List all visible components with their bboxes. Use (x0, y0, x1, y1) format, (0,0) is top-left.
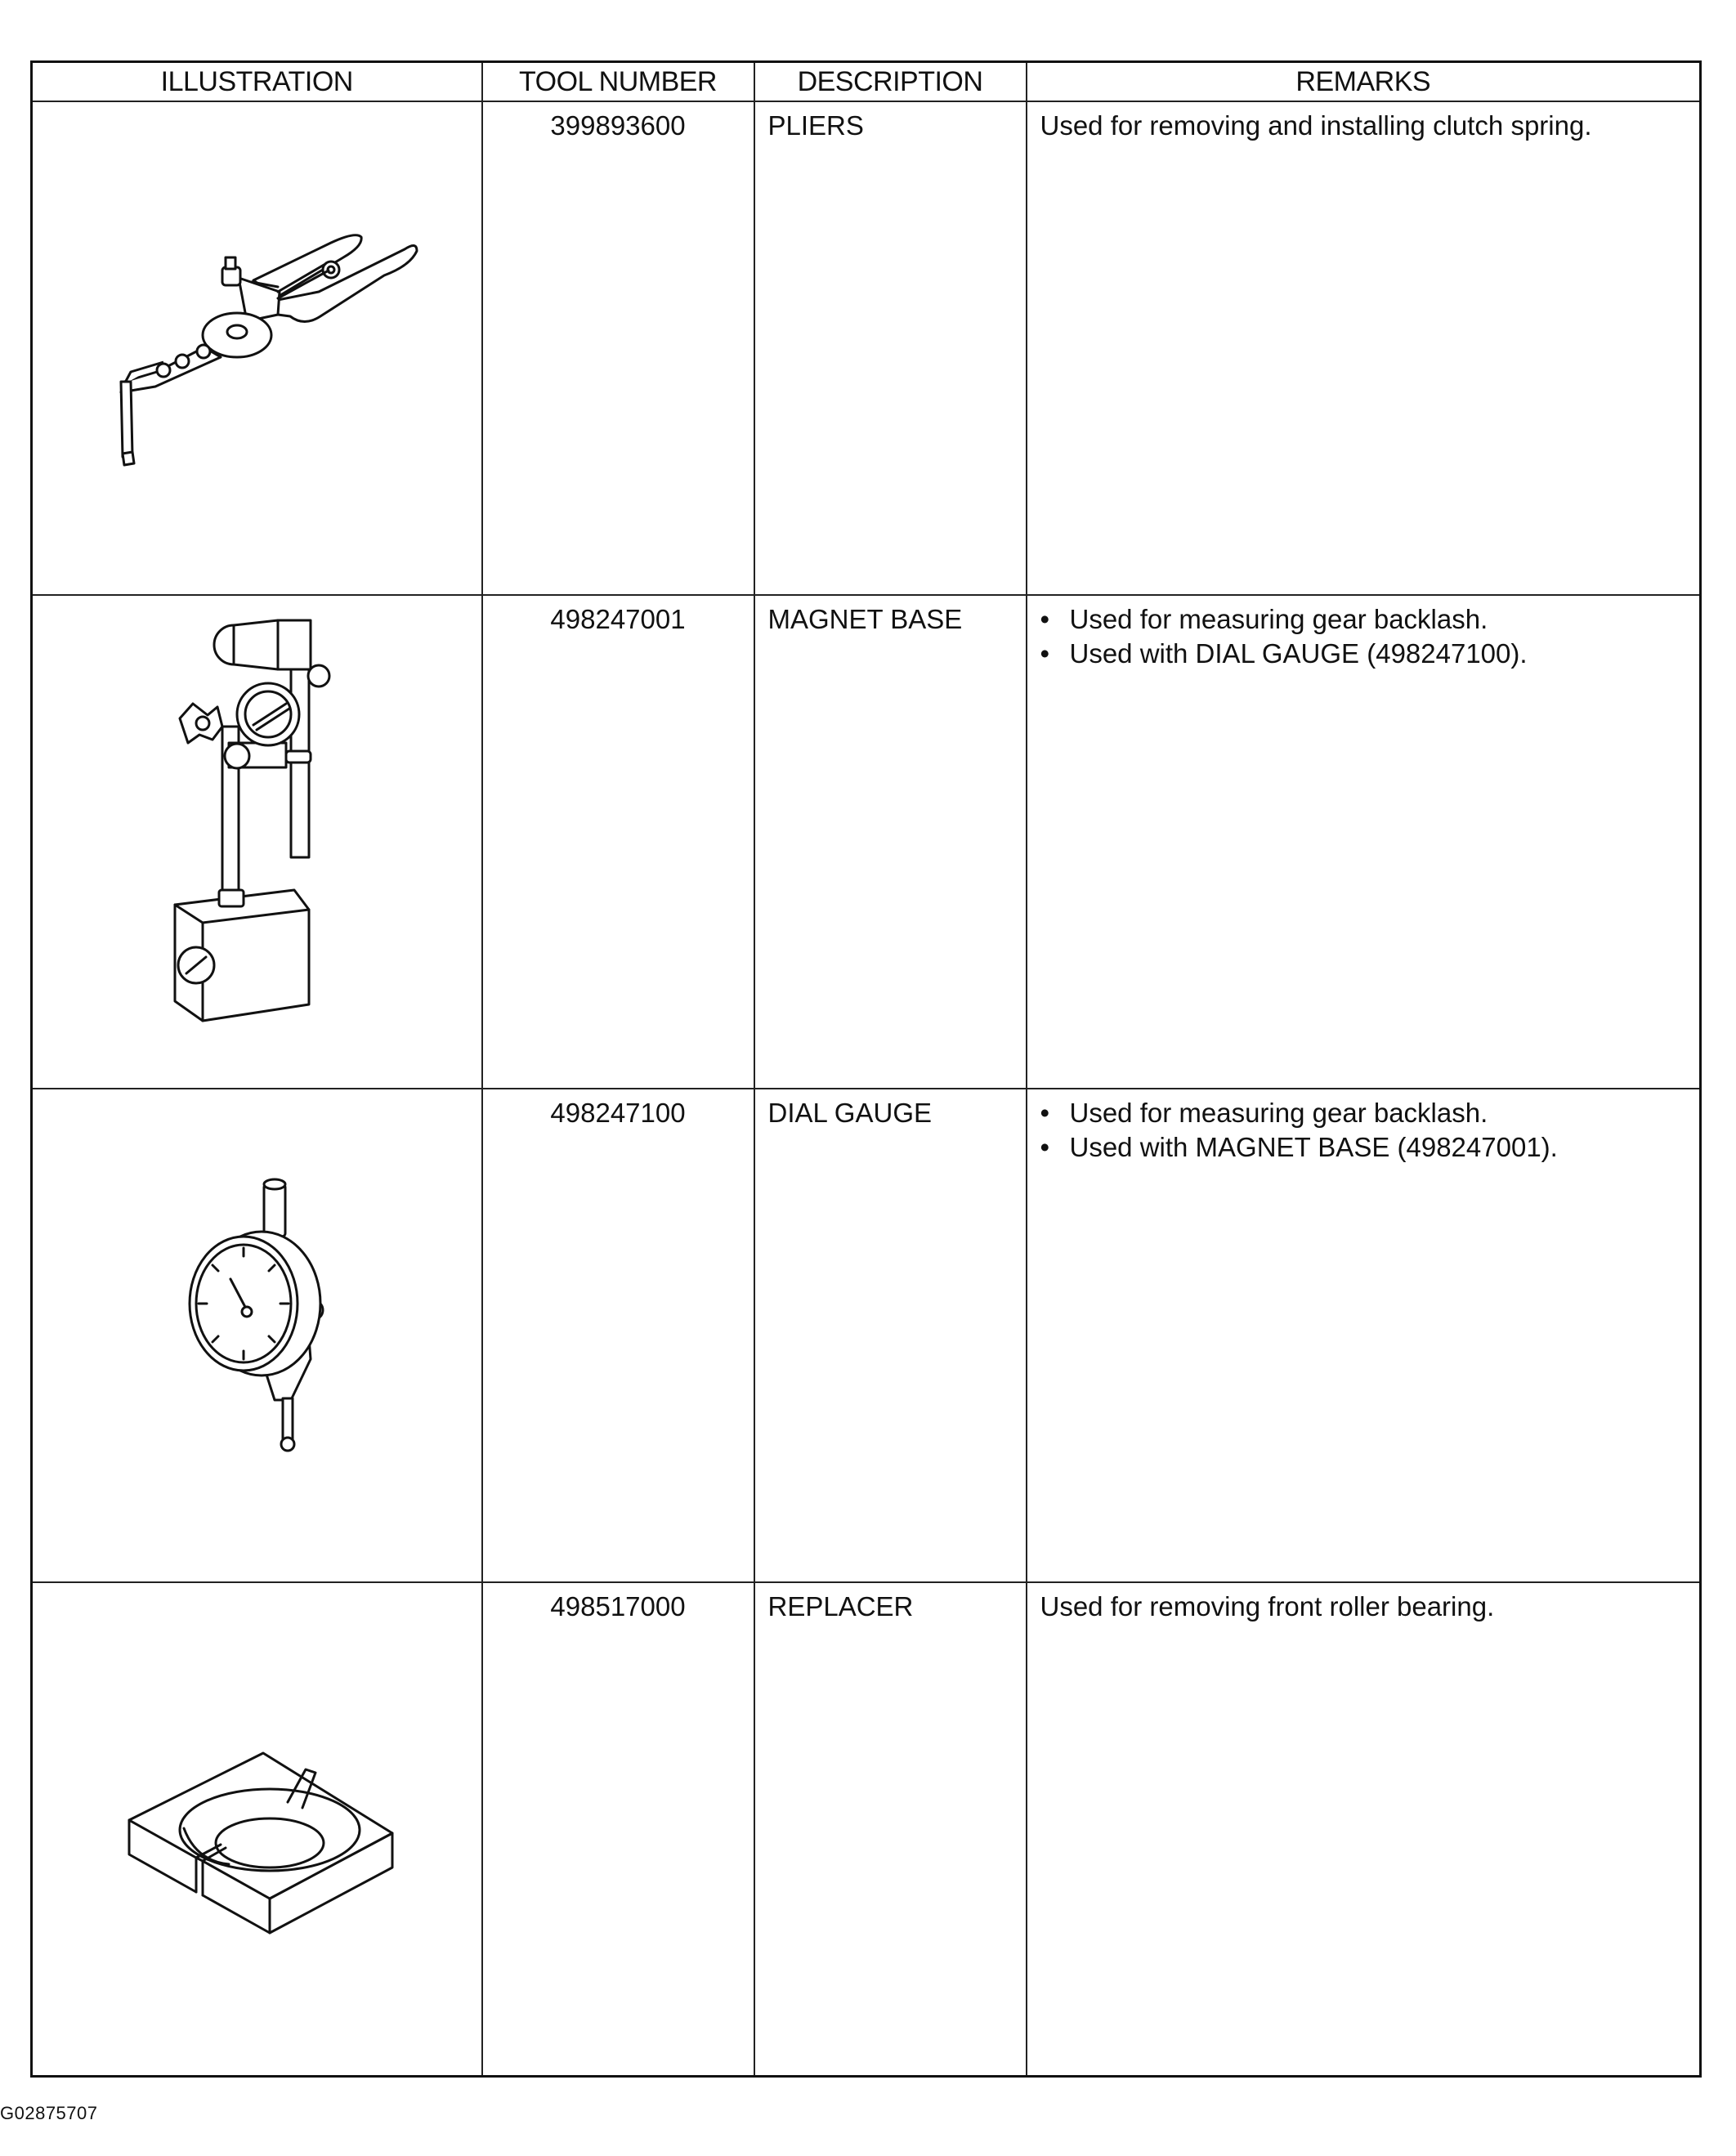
table-row (32, 1582, 1701, 2077)
description-cell (754, 101, 1027, 595)
tool-number-cell (482, 595, 754, 1089)
table-row (32, 595, 1701, 1089)
remarks-cell (1027, 595, 1701, 1089)
illustration-cell (32, 101, 482, 595)
bullet-icon: • (1040, 1098, 1050, 1128)
description-cell (754, 595, 1027, 1089)
header-illustration: ILLUSTRATION (32, 62, 482, 102)
tool-number: 399893600 (550, 110, 686, 141)
remarks-cell (1027, 1582, 1701, 2077)
magnet-base-illustration (33, 596, 483, 1081)
header-row (32, 62, 1701, 102)
illustration-cell (32, 1089, 482, 1582)
tool-description: PLIERS (767, 110, 864, 141)
remark-text: Used with MAGNET BASE (498247001). (1069, 1132, 1558, 1162)
remark-item (1040, 1096, 1692, 1130)
description-cell (754, 1089, 1027, 1582)
remark-item (1040, 637, 1692, 671)
tool-number: 498247100 (550, 1098, 686, 1128)
special-tools-table (30, 60, 1702, 2078)
remark-text: Used for measuring gear backlash. (1069, 604, 1488, 634)
remark-text: Used with DIAL GAUGE (498247100). (1069, 638, 1528, 669)
tool-number: 498247001 (550, 604, 686, 634)
illustration-cell (32, 595, 482, 1089)
tool-description: MAGNET BASE (767, 604, 963, 634)
tool-number-cell (482, 1089, 754, 1582)
remark-item (1040, 602, 1692, 637)
remarks-cell (1027, 1089, 1701, 1582)
pliers-illustration (33, 102, 483, 588)
tool-description: REPLACER (767, 1591, 914, 1621)
tool-number-cell (482, 101, 754, 595)
bullet-icon: • (1040, 1132, 1050, 1162)
dial-gauge-illustration (33, 1089, 483, 1575)
remark-text: Used for measuring gear backlash. (1069, 1098, 1488, 1128)
bullet-icon: • (1040, 638, 1050, 669)
remarks-list (1040, 602, 1692, 671)
table-row (32, 101, 1701, 595)
remark-item (1040, 1130, 1692, 1165)
bullet-icon: • (1040, 604, 1050, 634)
figure-id-label: G02875707 (0, 2103, 98, 2123)
tool-number: 498517000 (550, 1591, 686, 1621)
header-tool-number: TOOL NUMBER (482, 62, 754, 102)
remarks-cell (1027, 101, 1701, 595)
illustration-cell (32, 1582, 482, 2077)
tool-description: DIAL GAUGE (767, 1098, 932, 1128)
replacer-illustration (33, 1583, 483, 2069)
tool-number-cell (482, 1582, 754, 2077)
table-row (32, 1089, 1701, 1582)
remarks-list (1040, 1096, 1692, 1165)
remark-text: Used for removing and installing clutch spring. (1040, 110, 1592, 141)
header-remarks: REMARKS (1027, 62, 1701, 102)
header-description: DESCRIPTION (754, 62, 1027, 102)
remark-text: Used for removing front roller bearing. (1040, 1591, 1495, 1621)
description-cell (754, 1582, 1027, 2077)
